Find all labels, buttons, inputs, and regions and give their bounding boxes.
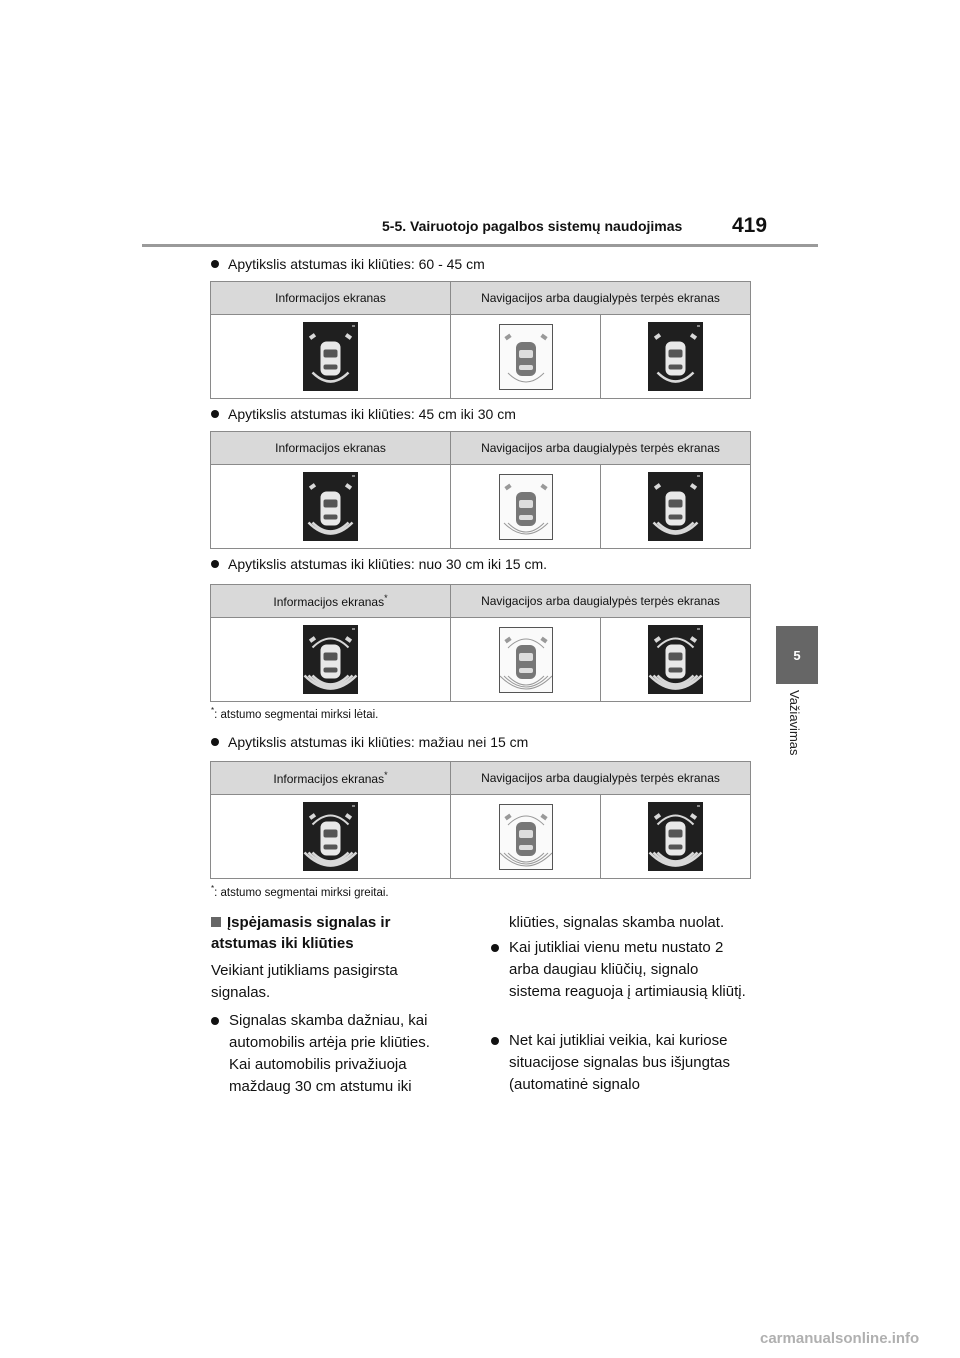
nav-display-cell <box>451 465 601 549</box>
display-table-2 <box>210 431 751 549</box>
watermark: carmanualsonline.info <box>760 1330 920 1347</box>
nav-dark-display-cell <box>601 465 751 549</box>
bullet-text: Apytikslis atstumas iki kliūties: nuo 30 cm iki 15 cm. <box>228 556 547 572</box>
bullet-dot-icon <box>491 944 499 952</box>
info-display-image <box>303 472 358 541</box>
bullet-item-3 <box>211 556 547 572</box>
nav-dark-display-cell <box>601 315 751 399</box>
bullet-dot-icon <box>211 738 219 746</box>
bullet-item-4 <box>211 734 528 750</box>
column-header-info: Informacijos ekranas* <box>211 585 451 618</box>
info-display-cell <box>211 618 451 702</box>
section-heading: Įspėjamasis signalas ir atstumas iki kliūties <box>211 914 391 952</box>
nav-display-cell <box>451 315 601 399</box>
nav-display-image <box>499 627 553 693</box>
info-display-cell <box>211 795 451 879</box>
bullet-dot-icon <box>211 260 219 268</box>
info-display-image <box>303 625 358 694</box>
chapter-tab[interactable] <box>776 626 818 684</box>
info-display-cell <box>211 315 451 399</box>
footnote-2: *: atstumo segmentai mirksi greitai. <box>211 884 389 899</box>
bullet-item-1 <box>211 256 485 272</box>
chapter-label: Važiavimas <box>787 690 802 756</box>
info-display-image <box>303 322 358 391</box>
display-table-4 <box>210 761 751 879</box>
display-table-3 <box>210 584 751 702</box>
column-header-info: Informacijos ekranas* <box>211 762 451 795</box>
nav-dark-display-image <box>648 625 703 694</box>
bullet-paragraph-1-continued: kliūties, signalas skamba nuolat. <box>509 914 725 931</box>
nav-dark-display-image <box>648 322 703 391</box>
nav-display-image <box>499 804 553 870</box>
bullet-dot-icon <box>211 410 219 418</box>
bullet-paragraph-2: Kai jutikliai vienu metu nustato 2 arba daugiau kliūčių, signalo sistema reaguoja į artimiausią kliūtį. <box>509 937 749 1003</box>
section-title: 5-5. Vairuotojo pagalbos sistemų naudojimas <box>382 218 683 234</box>
bullet-text: Apytikslis atstumas iki kliūties: 60 - 45 cm <box>228 256 485 272</box>
column-header-nav: Navigacijos arba daugialypės terpės ekranas <box>451 432 751 465</box>
bullet-item-2 <box>211 406 516 422</box>
bullet-dot-icon <box>491 1037 499 1045</box>
bullet-dot-icon <box>211 1017 219 1025</box>
chapter-number: 5 <box>793 647 801 663</box>
page-number: 419 <box>732 214 768 237</box>
intro-paragraph: Veikiant jutikliams pasigirsta signalas. <box>211 962 398 1001</box>
nav-display-image <box>499 324 553 390</box>
nav-display-image <box>499 474 553 540</box>
nav-display-cell <box>451 618 601 702</box>
nav-dark-display-image <box>648 472 703 541</box>
bullet-paragraph-1: Signalas skamba dažniau, kai automobilis artėja prie kliūties. Kai automobilis privažiuoja maždaug 30 cm atstumu iki <box>229 1010 454 1098</box>
nav-dark-display-cell <box>601 795 751 879</box>
nav-display-cell <box>451 795 601 879</box>
nav-dark-display-image <box>648 802 703 871</box>
info-display-cell <box>211 465 451 549</box>
bullet-text: Apytikslis atstumas iki kliūties: mažiau nei 15 cm <box>228 734 529 750</box>
info-display-image <box>303 802 358 871</box>
column-header-nav: Navigacijos arba daugialypės terpės ekranas <box>451 585 751 618</box>
bullet-dot-icon <box>211 560 219 568</box>
column-header-nav: Navigacijos arba daugialypės terpės ekranas <box>451 762 751 795</box>
column-header-info: Informacijos ekranas <box>211 282 451 315</box>
square-bullet-icon <box>211 917 221 927</box>
header-divider <box>142 244 818 247</box>
bullet-paragraph-3: Net kai jutikliai veikia, kai kuriose situacijose signalas bus išjungtas (automatinė signalo <box>509 1030 749 1096</box>
column-header-info: Informacijos ekranas <box>211 432 451 465</box>
column-header-nav: Navigacijos arba daugialypės terpės ekranas <box>451 282 751 315</box>
bullet-text: Apytikslis atstumas iki kliūties: 45 cm iki 30 cm <box>228 406 516 422</box>
display-table-1 <box>210 281 751 399</box>
footnote-1: *: atstumo segmentai mirksi lėtai. <box>211 706 379 721</box>
nav-dark-display-cell <box>601 618 751 702</box>
